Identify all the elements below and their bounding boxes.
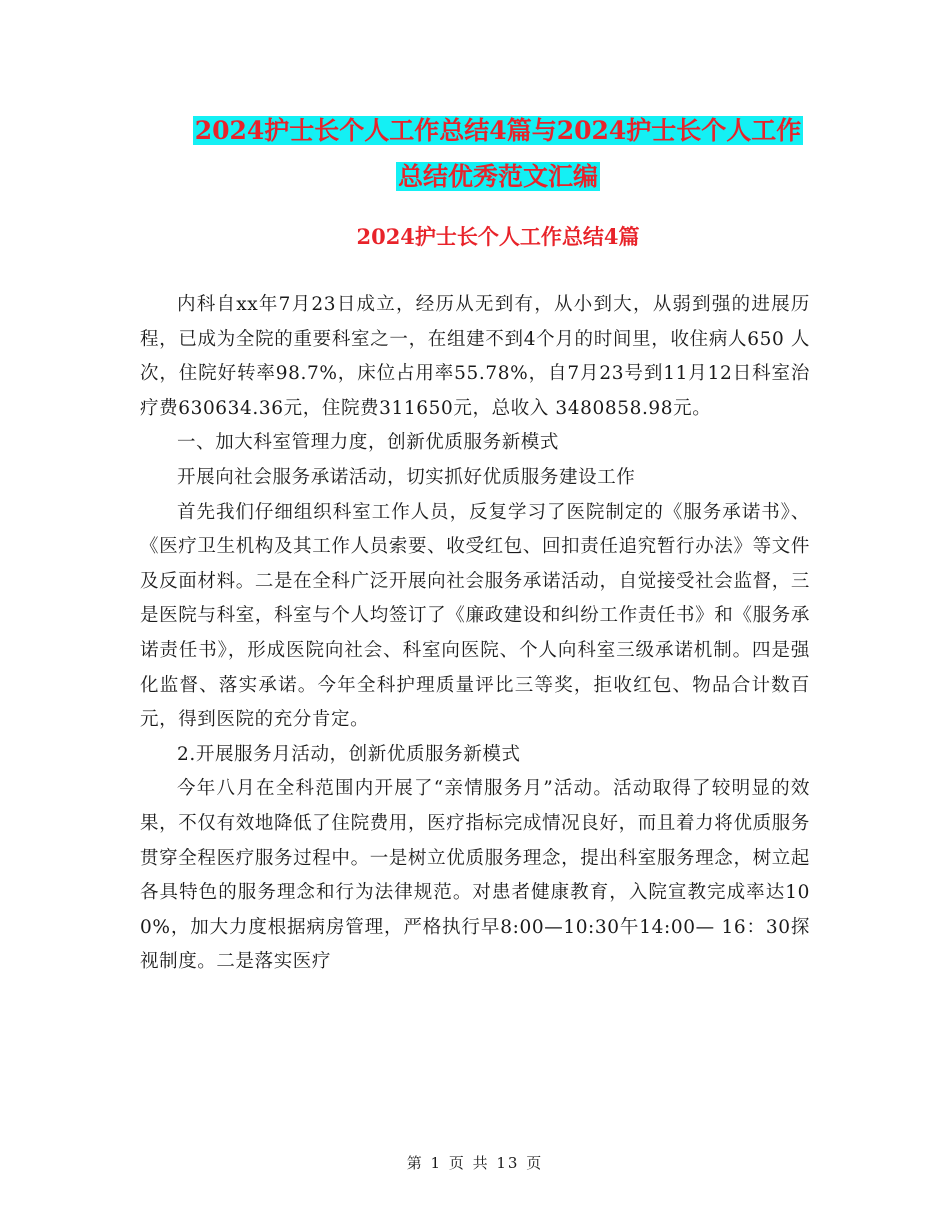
subheading-2: 2.开展服务月活动，创新优质服务新模式: [177, 743, 521, 765]
paragraph-service-commitment: 首先我们仔细组织科室工作人员，反复学习了医院制定的《服务承诺书》、《医疗卫生机构及其工作人员索要、收受红包、回扣责任追究暂行办法》等文件及反面材料。二是在全科广泛开展向社会服务承诺活动，自觉接受社会监督，三是医院与科室，科室与个人均签订了《廉政建设和纠纷工作责任书》和《服务承诺责任书》，形成医院向社会、科室向医院、个人向科室三级承诺机制。四是强化监督、落实承诺。今年全科护理质量评比三等奖，拒收红包、物品合计数百元，得到医院的充分肯定。: [140, 501, 810, 731]
section-title: 2024护士长个人工作总结4篇: [356, 224, 640, 249]
page-footer: [0, 1152, 950, 1173]
subheading-1: 开展向社会服务承诺活动，切实抓好优质服务建设工作: [177, 466, 636, 488]
heading-section-1: 一、加大科室管理力度，创新优质服务新模式: [177, 432, 560, 454]
page-number: 第 1 页 共 13 页: [406, 1154, 544, 1172]
document-title-line-2: 总结优秀范文汇编: [397, 162, 598, 191]
document-title: [140, 108, 856, 200]
paragraph-intro: 内科自xx年7月23日成立，经历从无到有，从小到大，从弱到强的进展历程，已成为全院的重要科室之一，在组建不到4个月的时间里，收住病人650 人次，住院好转率98.7%，床位占用率55.78%，自7月23号到11月12日科室治疗费630634.36元，住院费311650元，总收入 3480858.98元。: [140, 294, 810, 419]
document-body: [140, 288, 810, 980]
paragraph-service-month: 今年八月在全科范围内开展了“亲情服务月”活动。活动取得了较明显的效果，不仅有效地降低了住院费用，医疗指标完成情况良好，而且着力将优质服务贯穿全程医疗服务过程中。一是树立优质服务理念，提出科室服务理念，树立起各具特色的服务理念和行为法律规范。对患者健康教育，入院宣教完成率达100%，加大力度根据病房管理，严格执行早8:00—10:30午14:00— 16：30探视制度。二是落实医疗: [140, 778, 810, 973]
document-title-line-1: 2024护士长个人工作总结4篇与2024护士长个人工作: [194, 116, 802, 145]
